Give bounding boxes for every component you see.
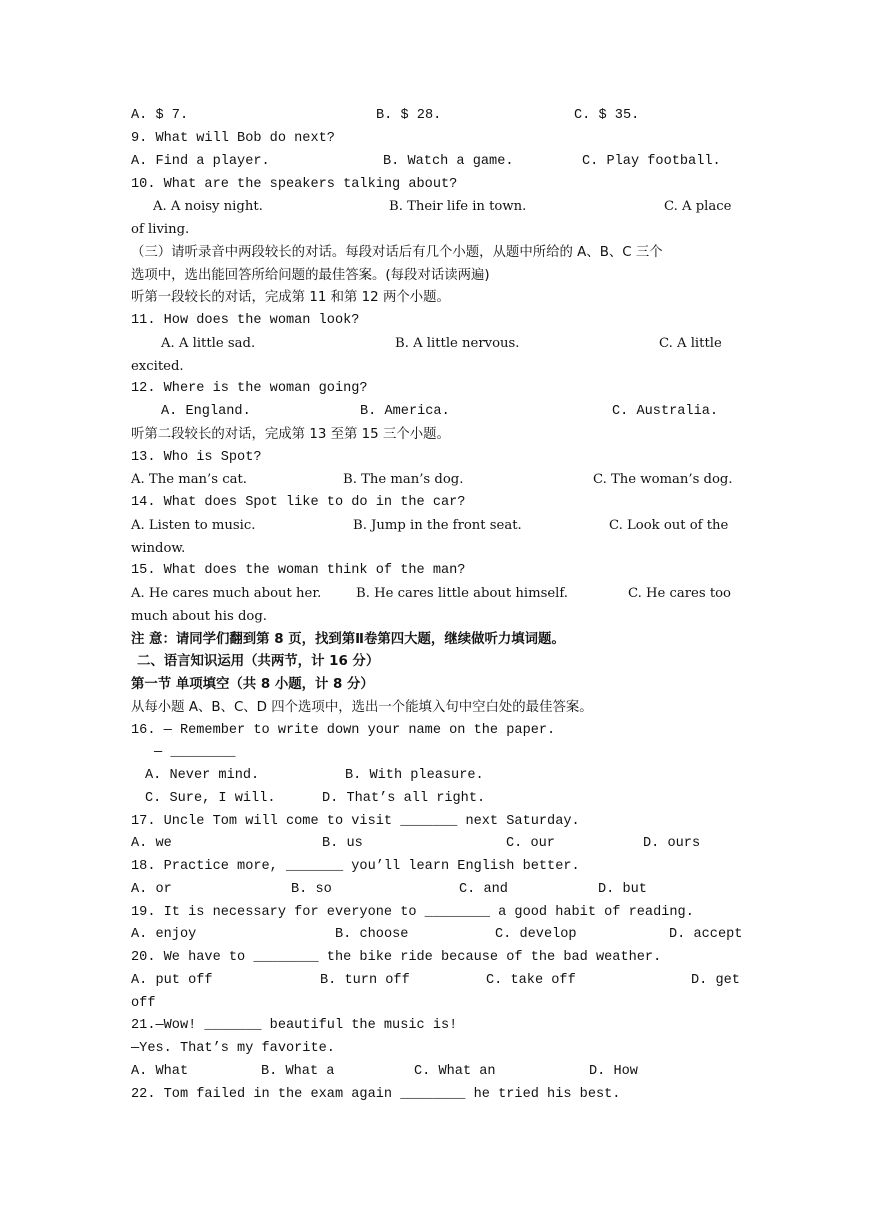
q8-option-c: C. $ 35. xyxy=(574,108,640,123)
q13-option-a: A. The man’s cat. xyxy=(131,472,247,487)
q19-stem: 19. It is necessary for everyone to ________ a good habit of reading. xyxy=(131,905,694,920)
q18-option-b: B. so xyxy=(291,882,332,897)
q15-option-b: B. He cares little about himself. xyxy=(356,586,568,601)
q21-stem: 21.—Wow! _______ beautiful the music is! xyxy=(131,1018,458,1033)
section3-instruction-1: （三）请听录音中两段较长的对话。每段对话后有几个小题，从题中所给的 A、B、C 三个 xyxy=(131,245,663,260)
q18-option-a: A. or xyxy=(131,882,172,897)
q21-option-c: C. What an xyxy=(414,1064,496,1079)
q20-stem: 20. We have to ________ the bike ride because of the bad weather. xyxy=(131,950,662,965)
q12-option-a: A. England. xyxy=(161,404,251,419)
q14-continuation: window. xyxy=(131,541,186,556)
q21-option-d: D. How xyxy=(589,1064,638,1079)
q14-option-a: A. Listen to music. xyxy=(131,518,256,533)
q17-options xyxy=(131,833,739,855)
q16-option-a: A. Never mind. xyxy=(145,768,260,783)
q11-continuation: excited. xyxy=(131,359,184,374)
part2-section1-title: 第一节 单项填空（共 8 小题，计 8 分） xyxy=(131,677,374,692)
q16-option-b: B. With pleasure. xyxy=(345,768,484,783)
q13-options xyxy=(131,469,739,491)
q8-option-a: A. $ 7. xyxy=(131,108,189,123)
q15-stem: 15. What does the woman think of the man? xyxy=(131,563,466,578)
q18-options xyxy=(131,879,739,901)
q8-options xyxy=(131,105,739,127)
q14-option-b: B. Jump in the front seat. xyxy=(353,518,522,533)
q10-options xyxy=(131,196,739,218)
q9-option-b: B. Watch a game. xyxy=(383,154,514,169)
q9-option-a: A. Find a player. xyxy=(131,154,270,169)
q10-option-b: B. Their life in town. xyxy=(389,199,527,214)
q20-option-b: B. turn off xyxy=(320,973,410,988)
q15-option-c: C. He cares too xyxy=(628,586,731,601)
q11-stem: 11. How does the woman look? xyxy=(131,313,360,328)
q17-option-b: B. us xyxy=(322,836,363,851)
q9-options xyxy=(131,151,739,173)
q18-option-d: D. but xyxy=(598,882,647,897)
q21-option-b: B. What a xyxy=(261,1064,335,1079)
q22-stem: 22. Tom failed in the exam again ________ he tried his best. xyxy=(131,1087,621,1102)
q20-option-d: D. get xyxy=(691,973,740,988)
q16-stem: 16. — Remember to write down your name on the paper. xyxy=(131,723,556,738)
q21-reply: —Yes. That’s my favorite. xyxy=(131,1041,335,1056)
q21-option-a: A. What xyxy=(131,1064,189,1079)
q13-stem: 13. Who is Spot? xyxy=(131,450,262,465)
q20-option-a: A. put off xyxy=(131,973,213,988)
q16-options-row2 xyxy=(131,788,739,810)
q18-option-c: C. and xyxy=(459,882,508,897)
q17-stem: 17. Uncle Tom will come to visit _______ next Saturday. xyxy=(131,814,580,829)
q21-options xyxy=(131,1061,739,1083)
q16-reply: — ________ xyxy=(154,745,236,760)
part2-instruction: 从每小题 A、B、C、D 四个选项中，选出一个能填入句中空白处的最佳答案。 xyxy=(131,700,593,715)
q12-stem: 12. Where is the woman going? xyxy=(131,381,368,396)
q9-option-c: C. Play football. xyxy=(582,154,721,169)
q15-option-a: A. He cares much about her. xyxy=(131,586,322,601)
q18-stem: 18. Practice more, _______ you’ll learn English better. xyxy=(131,859,580,874)
q15-continuation: much about his dog. xyxy=(131,609,267,624)
q20-options xyxy=(131,970,739,992)
q11-options xyxy=(131,333,739,355)
q10-continuation: of living. xyxy=(131,222,190,237)
q12-option-c: C. Australia. xyxy=(612,404,719,419)
q16-options-row1 xyxy=(131,765,739,787)
q8-option-b: B. $ 28. xyxy=(376,108,442,123)
q10-option-a: A. A noisy night. xyxy=(153,199,263,214)
turn-page-note: 注 意：请同学们翻到第 8 页，找到第Ⅱ卷第四大题，继续做听力填词题。 xyxy=(131,632,565,647)
q14-options xyxy=(131,515,739,537)
q15-options xyxy=(131,583,739,605)
q16-option-d: D. That’s all right. xyxy=(322,791,486,806)
q19-options xyxy=(131,924,743,946)
section3-instruction-2: 选项中，选出能回答所给问题的最佳答案。(每段对话读两遍) xyxy=(131,268,490,283)
q17-option-c: C. our xyxy=(506,836,555,851)
q13-option-b: B. The man’s dog. xyxy=(343,472,464,487)
q11-option-c: C. A little xyxy=(659,336,722,351)
q10-option-c: C. A place xyxy=(664,199,732,214)
q10-stem: 10. What are the speakers talking about? xyxy=(131,177,458,192)
q19-option-b: B. choose xyxy=(335,927,409,942)
q20-option-c: C. take off xyxy=(486,973,576,988)
q20-continuation: off xyxy=(131,996,156,1011)
q19-option-a: A. enjoy xyxy=(131,927,197,942)
q19-option-d: D. accept xyxy=(669,927,743,942)
q17-option-d: D. ours xyxy=(643,836,701,851)
q17-option-a: A. we xyxy=(131,836,172,851)
dialog1-instruction: 听第一段较长的对话，完成第 11 和第 12 两个小题。 xyxy=(131,290,450,305)
q13-option-c: C. The woman’s dog. xyxy=(593,472,733,487)
q11-option-b: B. A little nervous. xyxy=(395,336,520,351)
part2-title: 二、语言知识运用（共两节，计 16 分） xyxy=(137,654,380,669)
q12-option-b: B. America. xyxy=(360,404,450,419)
q12-options xyxy=(131,401,739,423)
q11-option-a: A. A little sad. xyxy=(161,336,256,351)
q14-stem: 14. What does Spot like to do in the car? xyxy=(131,495,466,510)
q16-option-c: C. Sure, I will. xyxy=(145,791,276,806)
q19-option-c: C. develop xyxy=(495,927,577,942)
dialog2-instruction: 听第二段较长的对话，完成第 13 至第 15 三个小题。 xyxy=(131,427,450,442)
q14-option-c: C. Look out of the xyxy=(609,518,729,533)
q9-stem: 9. What will Bob do next? xyxy=(131,131,335,146)
